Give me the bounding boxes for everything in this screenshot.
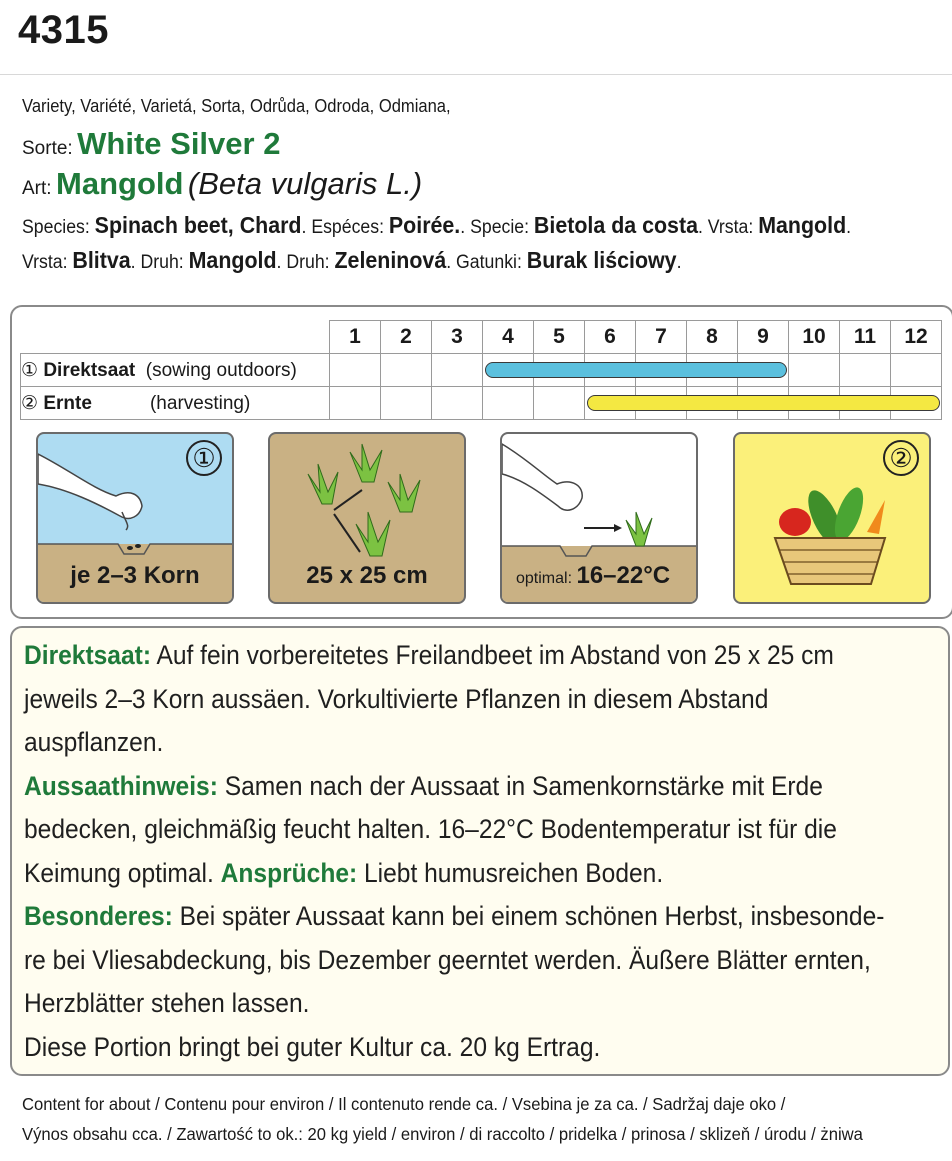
species-label: . Espéces: <box>301 217 389 238</box>
sowing-pictogram <box>36 432 234 604</box>
instruction-text: Keimung optimal. <box>24 857 221 888</box>
direktsaat-heading: Direktsaat: <box>24 640 152 670</box>
footer-line-2: Výnos obsahu cca. / Zawartość to ok.: 20 kg yield / environ / di raccolto / pridelka / prinosa / sklizeň / úrodu / żniwa <box>22 1124 863 1144</box>
marker-1: ① <box>21 359 39 381</box>
species-value: Mangold <box>188 247 277 273</box>
instruction-text: Samen nach der Aussaat in Samenkornstärke mit Erde <box>217 770 823 801</box>
harvest-period-bar <box>587 395 940 411</box>
species-name: Mangold <box>56 166 184 201</box>
species-value: Spinach beet, Chard <box>94 212 302 238</box>
step-number-2: ② <box>883 440 919 476</box>
instruction-line: Herzblätter stehen lassen. <box>24 988 310 1018</box>
instruction-line <box>24 634 859 678</box>
month-9: 9 <box>738 321 789 354</box>
spacing-caption: 25 x 25 cm <box>306 562 428 589</box>
month-7: 7 <box>636 321 687 354</box>
instruction-line: jeweils 2–3 Korn aussäen. Vorkultivierte Pflanzen in diesem Abstand <box>24 683 769 714</box>
month-4: 4 <box>483 321 534 354</box>
instruction-line: auspflanzen. <box>24 727 164 757</box>
species-label: . Specie: <box>460 217 534 238</box>
harvest-pictogram <box>733 432 931 604</box>
species-label: Vrsta: <box>22 252 73 273</box>
month-3: 3 <box>432 321 483 354</box>
month-6: 6 <box>585 321 636 354</box>
instruction-text: Bei später Aussaat kann bei einem schönen Herbst, insbesonde- <box>172 901 885 931</box>
marker-2: ② <box>21 392 39 414</box>
sowing-caption: je 2–3 Korn <box>70 562 200 589</box>
optimal-label: optimal: <box>516 570 577 587</box>
month-8: 8 <box>687 321 738 354</box>
footer-line-1: Content for about / Contenu pour environ / Il contenuto rende ca. / Vsebina je za ca. / Sadržaj daje oko / <box>22 1094 786 1114</box>
species-label: . Vrsta: <box>697 217 759 238</box>
month-5: 5 <box>534 321 585 354</box>
temperature-caption <box>502 550 696 602</box>
species-label: Species: <box>22 217 95 238</box>
header-divider <box>0 74 952 75</box>
variety-languages: Variety, Variété, Varietá, Sorta, Odrůda, Odroda, Odmiana, <box>22 96 451 116</box>
species-value: Zeleninová <box>334 247 447 273</box>
row-note: (sowing outdoors) <box>145 359 297 381</box>
species-value: Blitva <box>72 247 131 273</box>
sorte-label: Sorte: <box>22 138 73 159</box>
yield-line: Diese Portion bringt bei guter Kultur ca. 20 kg Ertrag. <box>24 1031 601 1062</box>
instruction-line <box>24 852 859 896</box>
species-value: Bietola da costa <box>533 212 698 238</box>
species-value: Poirée. <box>388 212 461 238</box>
step-number-1: ① <box>186 440 222 476</box>
month-1: 1 <box>330 321 381 354</box>
aussaathinweis-heading: Aussaathinweis: <box>24 770 218 801</box>
instruction-text: Liebt humusreichen Boden. <box>357 857 664 888</box>
species-label: . <box>846 217 852 238</box>
temperature-pictogram <box>500 432 698 604</box>
row-name: Direktsaat <box>43 359 136 381</box>
instruction-line <box>24 895 885 939</box>
instruction-text: Auf fein vorbereitetes Freilandbeet im Abstand von 25 x 25 cm <box>151 640 834 670</box>
sowing-period-bar <box>485 362 787 378</box>
instruction-line: bedecken, gleichmäßig feucht halten. 16–22°C Bodentemperatur ist für die <box>24 814 837 844</box>
latin-name: (Beta vulgaris L.) <box>187 166 423 201</box>
month-11: 11 <box>840 321 891 354</box>
row-name: Ernte <box>43 392 92 414</box>
species-label: . Druh: <box>276 252 335 273</box>
species-line-1 <box>22 212 851 239</box>
art-label: Art: <box>22 178 52 199</box>
species-value: Mangold <box>758 212 847 238</box>
instruction-line <box>24 765 859 809</box>
species-value: Burak liściowy <box>526 247 677 273</box>
calendar-corner <box>21 321 330 354</box>
ansprueche-heading: Ansprüche: <box>220 857 358 888</box>
sorte-row <box>22 126 280 162</box>
art-row <box>22 166 422 202</box>
row-label-sowing <box>21 354 330 387</box>
row-label-harvest <box>21 387 330 420</box>
month-12: 12 <box>891 321 942 354</box>
month-2: 2 <box>381 321 432 354</box>
variety-name: White Silver 2 <box>77 126 281 161</box>
besonderes-heading: Besonderes: <box>24 901 173 931</box>
row-note: (harvesting) <box>149 392 251 414</box>
species-label: . Druh: <box>130 252 189 273</box>
species-label: . Gatunki: <box>446 252 527 273</box>
spacing-pictogram <box>268 432 466 604</box>
temperature-range: 16–22°C <box>576 562 671 589</box>
instructions-text <box>24 634 942 1069</box>
month-10: 10 <box>789 321 840 354</box>
product-code: 4315 <box>18 8 109 52</box>
instruction-line: re bei Vliesabdeckung, bis Dezember geerntet werden. Äußere Blätter ernten, <box>24 944 871 975</box>
species-label: . <box>676 252 682 273</box>
species-line-2 <box>22 247 682 274</box>
